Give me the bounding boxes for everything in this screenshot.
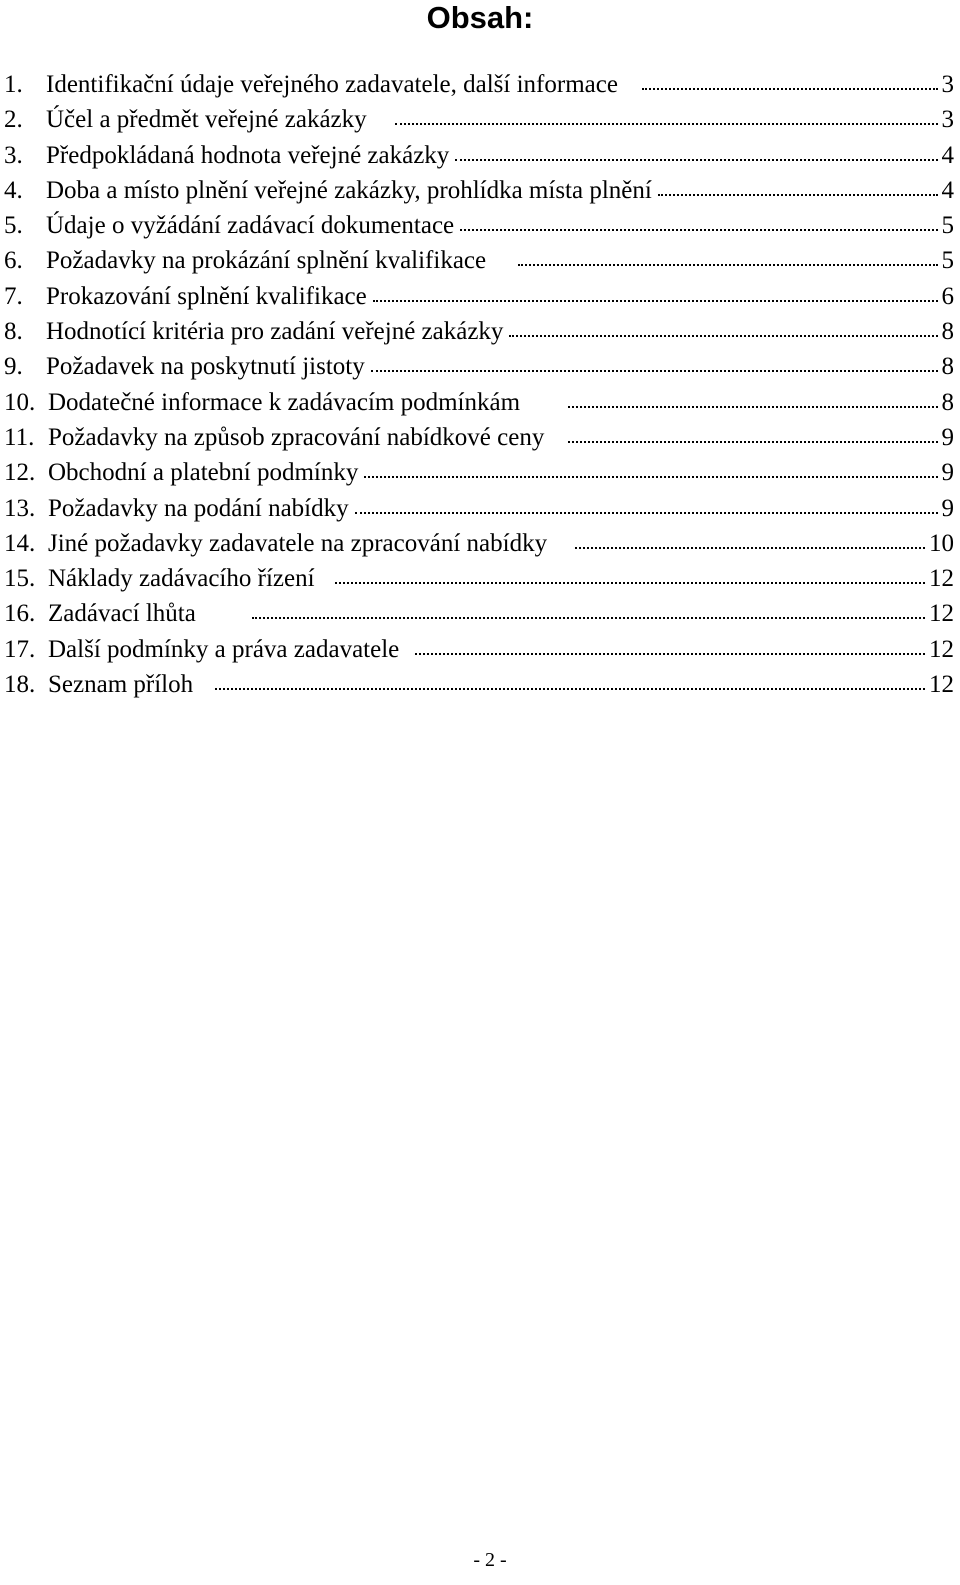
toc-entry-4[interactable] — [4, 173, 954, 208]
toc-entry-label: Požadavek na poskytnutí jistoty — [46, 353, 365, 381]
toc-entry-label: Požadavky na způsob zpracování nabídkové ceny — [48, 423, 545, 451]
toc-entry-page: 4 — [941, 141, 954, 169]
toc-leader-dots — [455, 143, 937, 163]
toc-leader-dots — [658, 178, 938, 198]
toc-leader-dots — [575, 531, 925, 551]
toc-entry-page: 8 — [941, 318, 954, 346]
page-number: - 2 - — [473, 1549, 507, 1571]
toc-leader-dots — [642, 72, 938, 92]
toc-entry-label: Dodatečné informace k zadávacím podmínkám — [48, 388, 521, 416]
toc-entry-number: 1. — [4, 71, 23, 98]
toc-entry-number: 17. — [4, 635, 36, 663]
toc-entry-12[interactable] — [4, 455, 954, 490]
toc-entry-2[interactable] — [4, 102, 954, 137]
toc-entry-page: 12 — [929, 635, 954, 663]
toc-entry-number: 11. — [4, 423, 35, 451]
toc-entry-page: 12 — [929, 671, 954, 699]
toc-leader-dots — [371, 354, 938, 374]
toc-entry-number: 4. — [4, 176, 23, 204]
toc-leader-dots — [518, 248, 937, 268]
toc-entry-number: 8. — [4, 318, 23, 346]
toc-entry-page: 12 — [929, 565, 954, 593]
toc-entry-number: 2. — [4, 106, 23, 134]
toc-entry-page: 9 — [941, 494, 954, 522]
toc-entry-label: Údaje o vyžádání zadávací dokumentace — [46, 212, 455, 240]
toc-entry-1[interactable] — [4, 67, 954, 102]
toc-entry-5[interactable] — [4, 208, 954, 243]
toc-entry-17[interactable] — [4, 632, 954, 667]
toc-entry-7[interactable] — [4, 279, 954, 314]
toc-entry-label: Obchodní a platební podmínky — [48, 459, 359, 487]
toc-entry-number: 6. — [4, 247, 23, 275]
toc-entry-label: Požadavky na prokázání splnění kvalifikace — [46, 247, 487, 275]
toc-entry-page: 9 — [941, 459, 954, 487]
toc-entry-number: 13. — [4, 494, 36, 522]
toc-leader-dots — [335, 566, 925, 586]
toc-entry-number: 14. — [4, 529, 36, 557]
toc-entry-label: Doba a místo plnění veřejné zakázky, prohlídka místa plnění — [46, 176, 652, 204]
toc-entry-label: Předpokládaná hodnota veřejné zakázky — [46, 141, 450, 169]
toc-entry-number: 9. — [4, 353, 23, 381]
toc-leader-dots — [364, 460, 937, 480]
toc-entry-page: 8 — [941, 388, 954, 416]
toc-leader-dots — [252, 601, 925, 621]
toc-entry-number: 18. — [4, 671, 36, 699]
toc-entry-number: 10. — [4, 388, 36, 416]
toc-entry-8[interactable] — [4, 314, 954, 349]
toc-entry-number: 12. — [4, 459, 36, 487]
toc-leader-dots — [460, 213, 937, 233]
toc-entry-page: 3 — [941, 71, 954, 98]
toc-entry-14[interactable] — [4, 526, 954, 561]
toc-entry-10[interactable] — [4, 385, 954, 420]
toc-entry-label: Hodnotící kritéria pro zadání veřejné zakázky — [46, 318, 504, 346]
toc-entry-18[interactable] — [4, 667, 954, 702]
toc-entry-page: 8 — [941, 353, 954, 381]
toc-entry-label: Prokazování splnění kvalifikace — [46, 282, 367, 310]
toc-entry-9[interactable] — [4, 349, 954, 384]
toc-leader-dots — [509, 319, 937, 339]
toc-entry-number: 3. — [4, 141, 23, 169]
toc-entry-number: 7. — [4, 282, 23, 310]
toc-entry-label: Požadavky na podání nabídky — [48, 494, 349, 522]
toc-entry-label: Seznam příloh — [48, 671, 194, 699]
toc-entry-page: 5 — [941, 212, 954, 240]
toc-entry-6[interactable] — [4, 243, 954, 278]
toc-leader-dots — [215, 672, 925, 692]
toc-entry-label: Další podmínky a práva zadavatele — [48, 635, 400, 663]
toc-entry-13[interactable] — [4, 491, 954, 526]
toc-entry-15[interactable] — [4, 561, 954, 596]
toc-entry-label: Jiné požadavky zadavatele na zpracování nabídky — [48, 529, 548, 557]
toc-entry-page: 5 — [941, 247, 954, 275]
toc-entry-label: Účel a předmět veřejné zakázky — [46, 106, 367, 134]
toc-entry-page: 6 — [941, 282, 954, 310]
page-title: Obsah: — [426, 0, 534, 35]
toc-leader-dots — [373, 284, 938, 304]
toc-entry-11[interactable] — [4, 420, 954, 455]
toc-leader-dots — [568, 390, 937, 410]
toc-entry-page: 10 — [929, 529, 954, 557]
toc-entry-number: 15. — [4, 565, 36, 593]
toc-entry-label: Identifikační údaje veřejného zadavatele, další informace — [46, 71, 618, 98]
table-of-contents — [4, 67, 954, 702]
toc-leader-dots — [355, 496, 938, 516]
toc-entry-page: 9 — [941, 423, 954, 451]
toc-leader-dots — [415, 637, 925, 657]
toc-entry-label: Zadávací lhůta — [48, 600, 196, 628]
toc-entry-page: 4 — [941, 176, 954, 204]
toc-entry-page: 12 — [929, 600, 954, 628]
toc-entry-number: 5. — [4, 212, 23, 240]
toc-entry-3[interactable] — [4, 138, 954, 173]
toc-leader-dots — [568, 425, 937, 445]
toc-entry-label: Náklady zadávacího řízení — [48, 565, 315, 593]
toc-leader-dots — [395, 107, 938, 127]
toc-entry-page: 3 — [941, 106, 954, 134]
toc-entry-16[interactable] — [4, 596, 954, 631]
toc-entry-number: 16. — [4, 600, 36, 628]
